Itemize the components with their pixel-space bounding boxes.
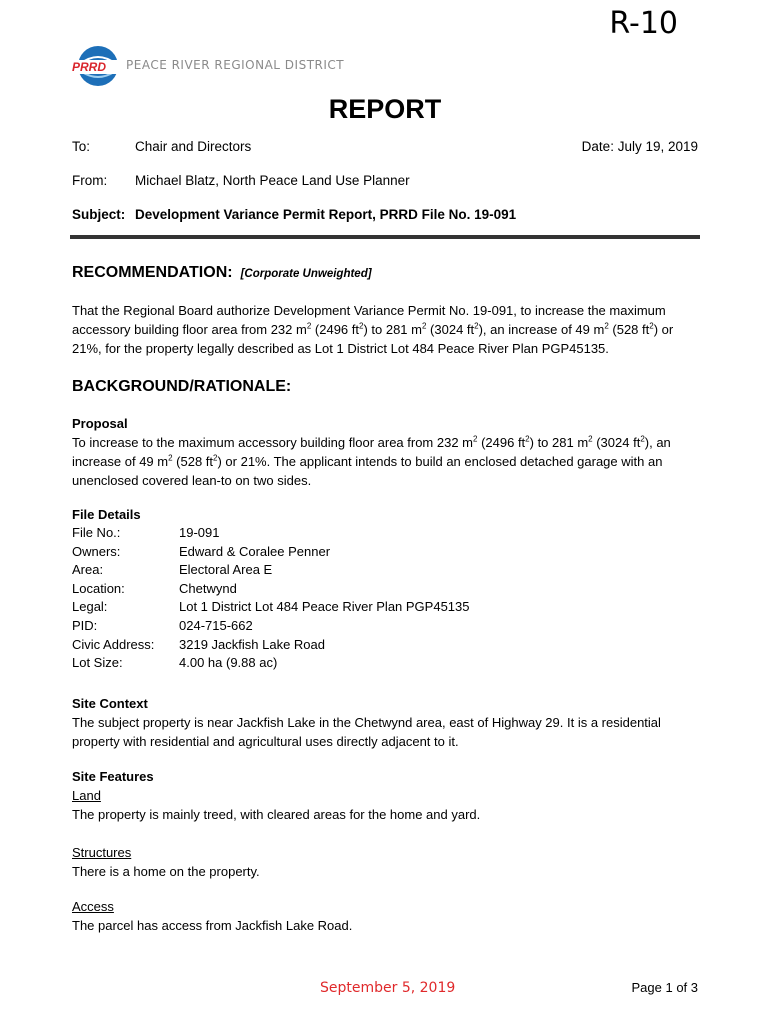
detail-row: File No.: 19-091	[72, 525, 220, 540]
detail-row: PID: 024-715-662	[72, 617, 253, 633]
detail-row: Owners: Edward & Coralee Penner	[72, 543, 331, 559]
proposal-heading: Proposal	[72, 416, 128, 431]
header-divider	[70, 235, 700, 239]
proposal-text: To increase to the maximum accessory building floor area from 232 $m^2$ (2496 $ft^2$) to 281 $m^2$ (3024 $ft^2$), an increase of 49 $m^2$ (528 $ft^2$) or 21%. The applicant intends to build an enclosed detached garage with an unenclosed covered lean-to on two sides.	[72, 434, 671, 488]
footer-date: September 5, 2019	[320, 980, 456, 996]
access-heading: Access	[72, 899, 114, 914]
land-heading: Land	[72, 788, 101, 803]
access-text: The parcel has access from Jackfish Lake Road.	[72, 918, 353, 933]
detail-row: Area: Electoral Area E	[72, 562, 273, 578]
detail-row: Legal: Lot 1 District Lot 484 Peace River Plan PGP45135	[72, 599, 470, 615]
file-details-table	[72, 524, 470, 673]
subject-label: Subject:	[72, 207, 126, 222]
detail-row: Lot Size: 4.00 ha (9.88 ac)	[72, 655, 278, 671]
to-value: Chair and Directors	[135, 139, 252, 154]
corner-label: R-10	[609, 6, 678, 41]
land-text: The property is mainly treed, with cleared areas for the home and yard.	[72, 807, 481, 822]
detail-row: Location: Chetwynd	[72, 580, 237, 596]
recommendation-heading	[72, 264, 372, 282]
from-label: From:	[72, 173, 108, 188]
site-context-heading: Site Context	[72, 696, 148, 711]
background-heading: BACKGROUND/RATIONALE:	[72, 378, 292, 395]
subject-value: Development Variance Permit Report, PRRD File No. 19-091	[135, 207, 517, 222]
detail-row: Civic Address: 3219 Jackfish Lake Road	[72, 636, 325, 652]
structures-text: There is a home on the property.	[72, 864, 260, 879]
page-number: Page 1 of 3	[631, 980, 698, 995]
to-label: To:	[72, 139, 91, 154]
report-date: Date: July 19, 2019	[581, 139, 698, 154]
site-context-text: The subject property is near Jackfish Lake in the Chetwynd area, east of Highway 29. It is a residential property with residential and agricultural uses directly adjacent to it.	[72, 715, 661, 749]
district-name: PEACE RIVER REGIONAL DISTRICT	[126, 58, 345, 72]
from-value: Michael Blatz, North Peace Land Use Planner	[135, 173, 410, 188]
recommendation-text: That the Regional Board authorize Development Variance Permit No. 19-091, to increase the maximum accessory building floor area from 232 $m^2$ (2496 $ft^2$) to 281 $m^2$ (3024 $ft^2$), an increase of 49 $m^2$ (528 $ft^2$) or 21%, for the property legally described as Lot 1 District Lot 484 Peace River Plan PGP45135.	[72, 303, 674, 356]
prrd-logo	[68, 42, 124, 94]
structures-heading: Structures	[72, 845, 132, 860]
page-title: REPORT	[328, 94, 442, 124]
recommendation-note: [Corporate Unweighted]	[240, 268, 372, 280]
logo-mark-text: PRRD	[72, 60, 107, 74]
file-details-heading: File Details	[72, 507, 141, 522]
site-features-heading: Site Features	[72, 769, 154, 784]
recommendation-title: RECOMMENDATION:	[72, 264, 233, 281]
